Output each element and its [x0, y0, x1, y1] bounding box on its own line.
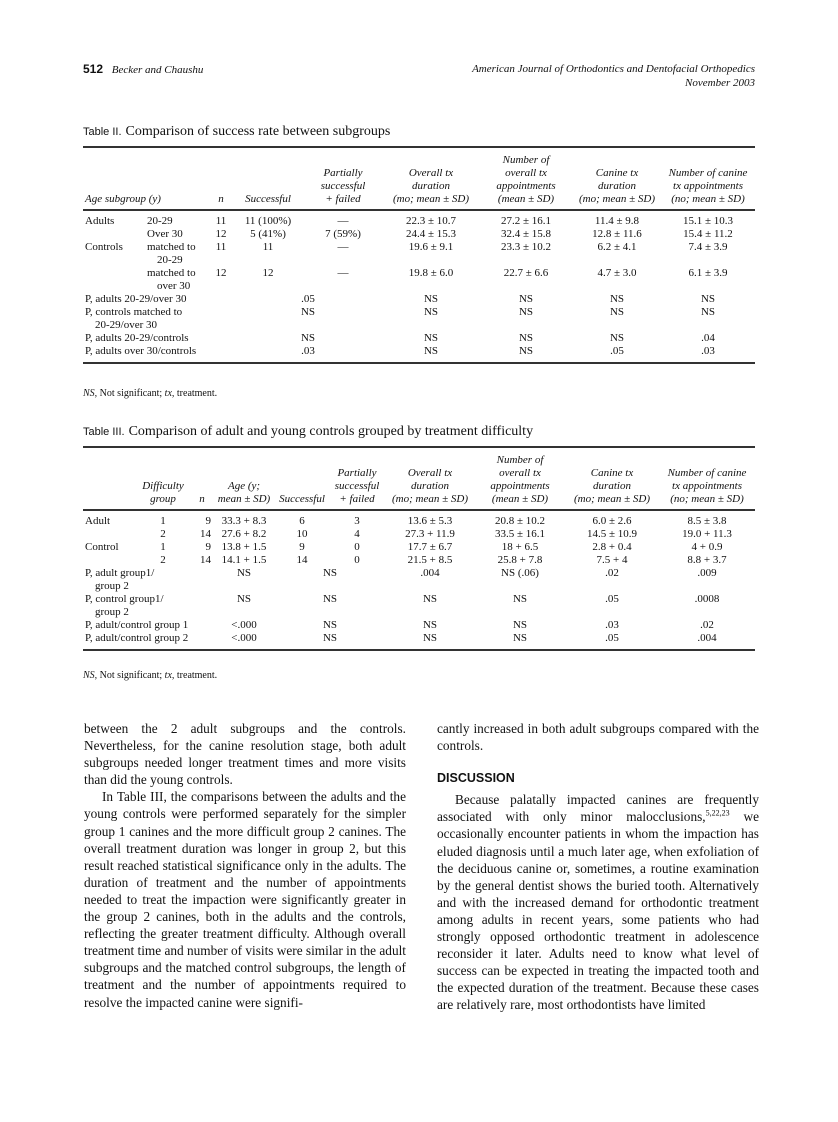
- th-canine-appointments: Number of canine tx appointments (no; mean ± SD): [661, 147, 755, 209]
- th-age-subgroup: Age subgroup (y): [83, 147, 209, 209]
- paragraph: In Table III, the comparisons between the adults and the young controls were performed separately for the simpler group 1 canines and the more difficult group 2 canines. The overall treatment duration was longer in group 2, but this result reached statistical significance only in the adults. The duration of treatment and the number of appointments needed to treat the impaction were significantly greater in the group 2 canines, both in the adults and the controls, reflecting the greater treatment difficulty. Although overall treatment time and number of visits were similar in the adult subgroups and the matched control subgroups, the length of treatment and the number of appointments required to resolve the impacted canine were signifi-: [84, 789, 406, 1010]
- th-n: n: [209, 147, 233, 209]
- table-3: [83, 446, 755, 651]
- paragraph: Because palatally impacted canines are frequently associated with only minor malocclusions,$^{5,22,23}$ we occasionally encounter patients in whom the impaction has eluded diagnosis until a much later age, when exfoliation of the deciduous canine or, sometimes, a routine examination by the general dentist shows the buried tooth. Alternatively and with the increased demand for orthodontic treatment among adults in recent years, some patients who had strongly opposed orthodontic treatment in adolescence reconsider it later. Adults need to know what level of success can be expected in treating the impacted tooth and the expected duration of the treatment. Because these cases are relatively rare, most orthodontists have limited: [437, 792, 759, 1013]
- th-overall-duration: Overall tx duration (mo; mean ± SD): [383, 147, 479, 209]
- th-difficulty-group: Difficulty group: [135, 447, 191, 509]
- table-row: Controls matched to 20-29 11 11 — 19.6 ± 9.1 23.3 ± 10.2 6.2 ± 4.1 7.4 ± 3.9: [85, 241, 728, 266]
- table-2-label: Table II.: [83, 126, 122, 138]
- th-successful: Successful: [233, 147, 303, 209]
- body-column-right: [437, 720, 759, 1014]
- p-value-row: P, adults over 30/controls .03 NS NS .05 .03: [83, 345, 755, 363]
- table-row: Control 1 9 13.8 + 1.5 9 0 17.7 ± 6.7 18 + 6.5 2.8 + 0.4 4 + 0.9: [85, 541, 723, 553]
- table-3-label: Table III.: [83, 426, 125, 438]
- table-2: [83, 146, 755, 364]
- th-successful: Successful: [275, 447, 329, 509]
- journal-name: American Journal of Orthodontics and Dentofacial Orthopedics: [472, 63, 755, 75]
- table-row: matched to over 30 12 12 — 19.8 ± 6.0 22.7 ± 6.6 4.7 ± 3.0 6.1 ± 3.9: [147, 267, 728, 292]
- table-row: 2 14 27.6 + 8.2 10 4 27.3 + 11.9 33.5 ± 16.1 14.5 ± 10.9 19.0 + 11.3: [160, 528, 732, 540]
- page-number: 512: [83, 62, 104, 76]
- table-2-title: Comparison of success rate between subgroups: [125, 124, 391, 139]
- table-3-header-row: [83, 447, 755, 509]
- table-3-footnote: NS, Not significant; tx, treatment.: [83, 670, 218, 681]
- table-3-title: Comparison of adult and young controls grouped by treatment difficulty: [128, 424, 534, 439]
- th-age: Age (y; mean ± SD): [213, 447, 275, 509]
- p-value-row: P, controls matched to 20-29/over 30 NS NS NS NS NS: [85, 306, 716, 331]
- th-canine-duration: Canine tx duration (mo; mean ± SD): [573, 147, 661, 209]
- th-partial: Partially successful + failed: [303, 147, 383, 209]
- authors: Becker and Chaushu: [111, 64, 204, 76]
- th-overall-appointments: Number of overall tx appointments (mean ± SD): [475, 447, 565, 509]
- th-overall-duration: Overall tx duration (mo; mean ± SD): [385, 447, 475, 509]
- running-head-right: [472, 62, 755, 90]
- paragraph: cantly increased in both adult subgroups compared with the controls.: [437, 721, 759, 754]
- table-row: Over 30 12 5 (41%) 7 (59%) 24.4 ± 15.3 32.4 ± 15.8 12.8 ± 11.6 15.4 ± 11.2: [147, 228, 733, 240]
- th-overall-appointments: Number of overall tx appointments (mean ± SD): [479, 147, 573, 209]
- running-head-left: [83, 62, 203, 76]
- p-value-row: P, control group1/ group 2 NS NS NS NS .05 .0008: [85, 593, 720, 618]
- th-partial: Partially successful + failed: [329, 447, 385, 509]
- p-value-row: P, adult/control group 1 <.000 NS NS NS .03 .02: [85, 619, 714, 631]
- p-value-row: P, adult group1/ group 2 NS NS .004 NS (.06) .02 .009: [85, 567, 717, 592]
- table-2-caption: [83, 124, 390, 140]
- table-row: 2 14 14.1 + 1.5 14 0 21.5 + 8.5 25.8 + 7.8 7.5 + 4 8.8 + 3.7: [160, 554, 727, 566]
- table-row: Adult 1 9 33.3 + 8.3 6 3 13.6 ± 5.3 20.8 ± 10.2 6.0 ± 2.6 8.5 ± 3.8: [85, 515, 727, 527]
- table-row: Adults 20-29 11 11 (100%) — 22.3 ± 10.7 27.2 ± 16.1 11.4 ± 9.8 15.1 ± 10.3: [85, 215, 734, 227]
- th-canine-appointments: Number of canine tx appointments (no; mean ± SD): [659, 447, 755, 509]
- section-heading-discussion: DISCUSSION: [437, 771, 515, 786]
- p-value-row: P, adult/control group 2 <.000 NS NS NS .05 .004: [83, 632, 755, 650]
- table-3-caption: [83, 424, 533, 440]
- issue-date: November 2003: [685, 77, 755, 89]
- table-2-footnote: NS, Not significant; tx, treatment.: [83, 388, 218, 399]
- citation-refs: 5,22,23: [705, 808, 730, 818]
- p-value-row: P, adults 20-29/controls NS NS NS NS .04: [85, 332, 715, 344]
- th-n: n: [191, 447, 213, 509]
- p-value-row: P, adults 20-29/over 30 .05 NS NS NS NS: [85, 293, 716, 305]
- body-column-left: [84, 720, 406, 1011]
- paragraph: between the 2 adult subgroups and the controls. Nevertheless, for the canine resolution stage, both adult subgroups needed longer treatment times and more visits than did the young controls.: [84, 721, 406, 788]
- th-canine-duration: Canine tx duration (mo; mean ± SD): [565, 447, 659, 509]
- table-2-header-row: [83, 147, 755, 209]
